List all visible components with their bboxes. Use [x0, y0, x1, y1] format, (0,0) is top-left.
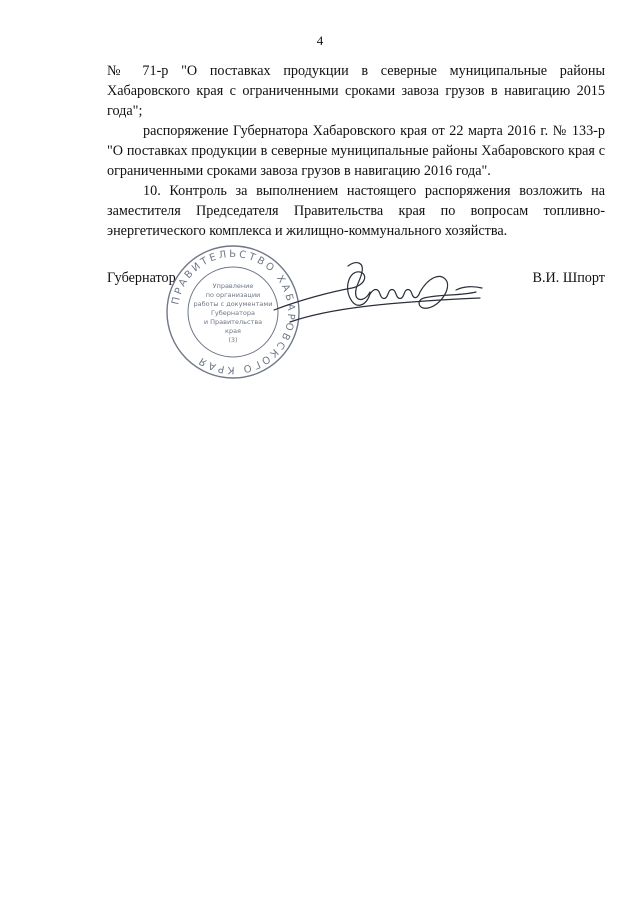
signatory-title: Губернатор: [107, 270, 176, 286]
stamp-center-line: Управление: [212, 282, 254, 290]
signature-underline: [290, 298, 480, 322]
stamp-center-line: работы с документами: [193, 300, 273, 308]
stamp-center-line: края: [225, 327, 241, 335]
stamp-center-line: и Правительства: [203, 318, 263, 326]
page-number: 4: [316, 33, 324, 48]
stamp-center-line: по организации: [205, 291, 261, 299]
signature-stroke: [419, 276, 476, 308]
paragraph-3: 10. Контроль за выполнением настоящего распоряжения возложить на заместителя Председателя Правительства края по вопросам топливно-энергетического комплекса и жилищно-коммунального хозяйства.: [107, 183, 605, 239]
signature-stroke: [370, 290, 420, 299]
signatory-name: В.И. Шпорт: [532, 270, 605, 286]
paragraph-2: распоряжение Губернатора Хабаровского края от 22 марта 2016 г. № 133-р "О поставках продукции в северные муниципальные районы Хабаровского края с ограниченными сроками завоза грузов в навигацию 2016 года".: [107, 123, 605, 179]
paragraph-1: № 71-р "О поставках продукции в северные муниципальные районы Хабаровского края с ограниченными сроками завоза грузов в навигацию 2015 года";: [107, 63, 605, 119]
stamp-center-text: [193, 282, 272, 344]
signature-stroke: [456, 287, 482, 290]
handwritten-signature: [270, 252, 490, 342]
signature-stroke: [348, 263, 370, 300]
stamp-ring-textpath: ПРАВИТЕЛЬСТВО ХАБАРОВСКОГО КРАЯ: [170, 248, 297, 376]
stamp-center-line: (3): [228, 336, 238, 344]
stamp-center-line: Губернатора: [210, 309, 256, 317]
document-body: [107, 61, 605, 241]
